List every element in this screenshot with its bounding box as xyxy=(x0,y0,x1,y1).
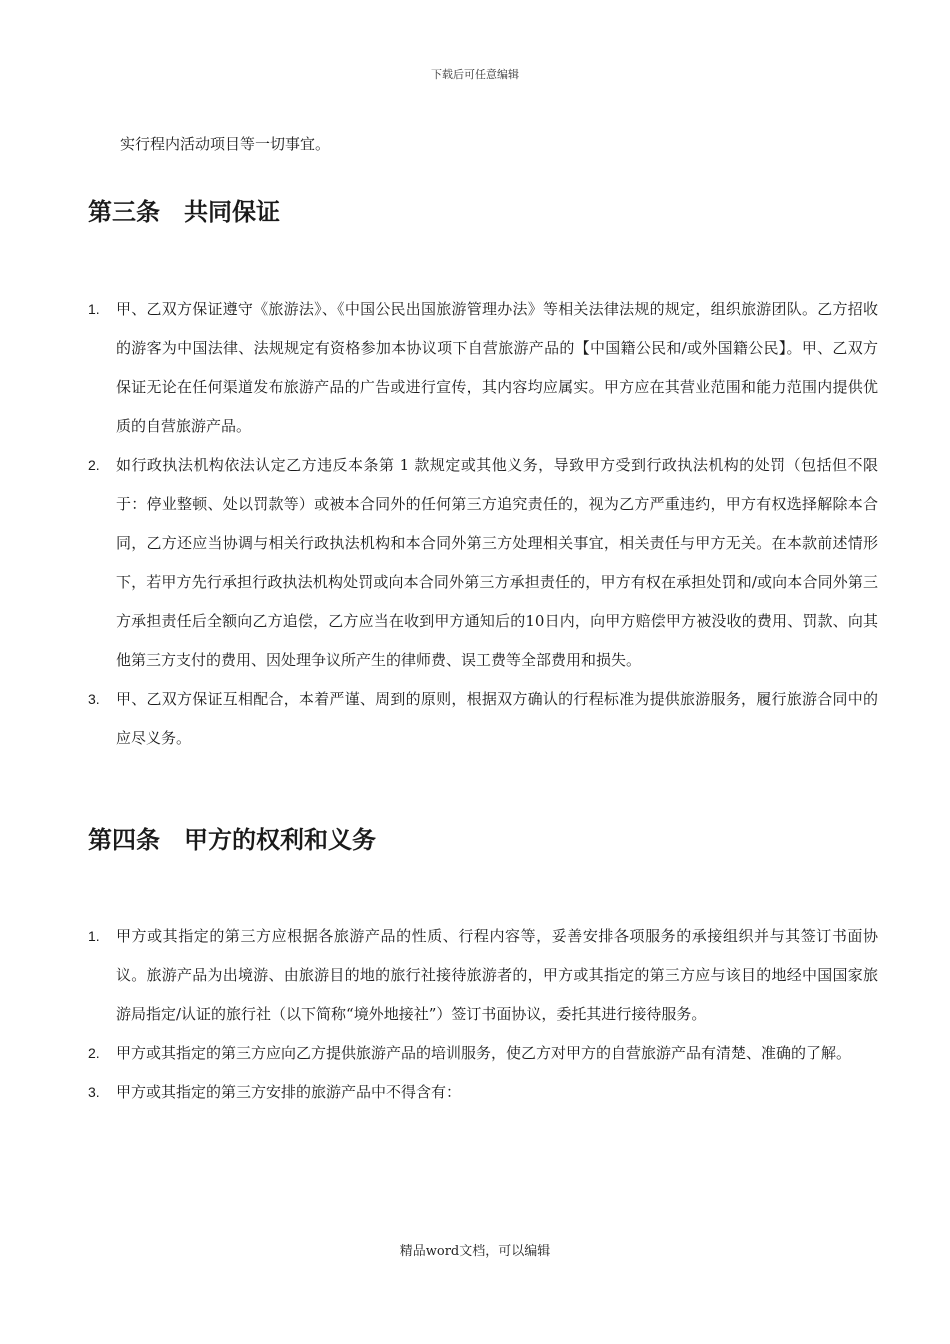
section-3-heading xyxy=(88,192,280,227)
list-item xyxy=(88,917,878,1034)
list-marker: 3. xyxy=(88,1084,100,1100)
continuation-paragraph: 实行程内活动项目等一切事宜。 xyxy=(120,135,331,153)
section-4-heading xyxy=(88,820,376,855)
list-marker: 2. xyxy=(88,1045,100,1061)
list-marker: 1. xyxy=(88,301,100,317)
list-marker: 1. xyxy=(88,928,100,944)
section-4-list xyxy=(88,917,878,1112)
list-marker: 2. xyxy=(88,457,100,473)
list-item-text: 甲、乙双方保证互相配合，本着严谨、周到的原则，根据双方确认的行程标准为提供旅游服务，履行旅游合同中的应尽义务。 xyxy=(116,690,878,747)
section-3-list xyxy=(88,290,878,758)
section-3-title: 共同保证 xyxy=(184,198,280,226)
section-3-number: 第三条 xyxy=(88,198,160,226)
list-item-text: 甲方或其指定的第三方应根据各旅游产品的性质、行程内容等，妥善安排各项服务的承接组织并与其签订书面协议。旅游产品为出境游、由旅游目的地的旅行社接待旅游者的，甲方或其指定的第三方应与该目的地经中国国家旅游局指定/认证的旅行社（以下简称“境外地接社”）签订书面协议，委托其进行接待服务。 xyxy=(116,927,878,1023)
list-item-text: 甲方或其指定的第三方应向乙方提供旅游产品的培训服务，使乙方对甲方的自营旅游产品有清楚、准确的了解。 xyxy=(116,1044,852,1062)
list-item xyxy=(88,1073,878,1112)
list-item-text: 如行政执法机构依法认定乙方违反本条第 1 款规定或其他义务，导致甲方受到行政执法机构的处罚（包括但不限于：停业整顿、处以罚款等）或被本合同外的任何第三方追究责任的，视为乙方严重违约，甲方有权选择解除本合同，乙方还应当协调与相关行政执法机构和本合同外第三方处理相关事宜，相关责任与甲方无关。在本款前述情形下，若甲方先行承担行政执法机构处罚或向本合同外第三方承担责任的，甲方有权在承担处罚和/或向本合同外第三方承担责任后全额向乙方追偿，乙方应当在收到甲方通知后的10日内，向甲方赔偿甲方被没收的费用、罚款、向其他第三方支付的费用、因处理争议所产生的律师费、误工费等全部费用和损失。 xyxy=(116,456,878,669)
page-header: 下载后可任意编辑 xyxy=(431,68,519,81)
section-4-number: 第四条 xyxy=(88,826,160,854)
list-item-text: 甲、乙双方保证遵守《旅游法》、《中国公民出国旅游管理办法》等相关法律法规的规定，组织旅游团队。乙方招收的游客为中国法律、法规规定有资格参加本协议项下自营旅游产品的【中国籍公民和/或外国籍公民】。甲、乙双方保证无论在任何渠道发布旅游产品的广告或进行宣传，其内容均应属实。甲方应在其营业范围和能力范围内提供优质的自营旅游产品。 xyxy=(116,300,878,435)
list-item xyxy=(88,680,878,758)
section-4-title: 甲方的权利和义务 xyxy=(184,826,376,854)
list-item xyxy=(88,290,878,446)
list-marker: 3. xyxy=(88,691,100,707)
list-item xyxy=(88,1034,878,1073)
page-footer: 精品word文档，可以编辑 xyxy=(399,1244,551,1259)
list-item-text: 甲方或其指定的第三方安排的旅游产品中不得含有： xyxy=(116,1083,462,1101)
list-item xyxy=(88,446,878,680)
